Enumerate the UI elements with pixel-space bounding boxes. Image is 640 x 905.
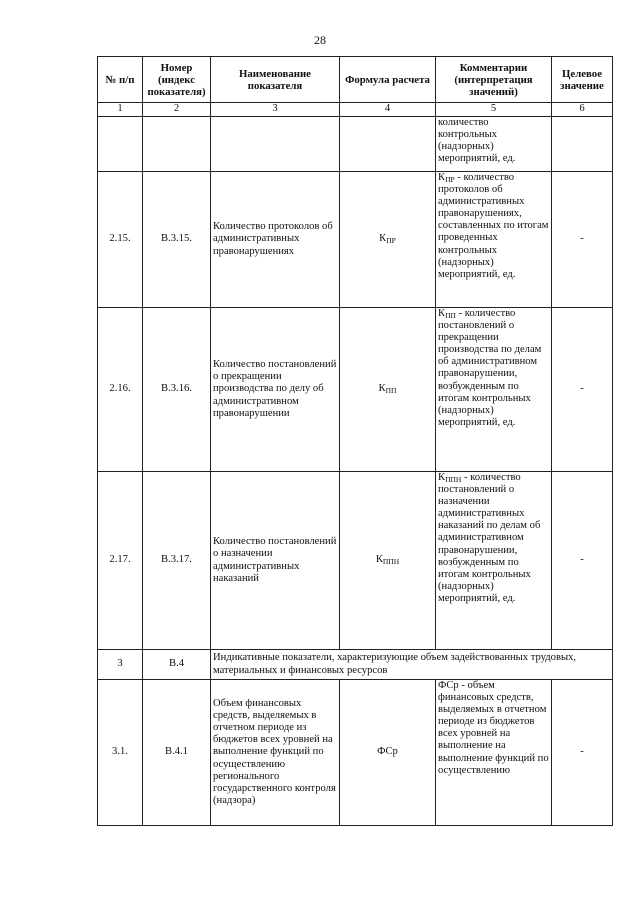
formula-cell xyxy=(340,308,436,472)
row-index: В.4.1 xyxy=(143,680,211,826)
comment-subscript: ППН xyxy=(445,475,462,484)
comment-text: - количество протоколов об административных правонарушениях, составленных по итогам проведенных контрольных (надзорных) мероприятий, ед. xyxy=(438,172,549,280)
indicators-table xyxy=(97,56,613,826)
row-number: 2.15. xyxy=(98,172,143,308)
column-number: 4 xyxy=(340,103,436,117)
table-row xyxy=(98,680,613,826)
table-header-row xyxy=(98,57,613,103)
column-number-row xyxy=(98,103,613,117)
column-number: 5 xyxy=(436,103,552,117)
header-name: Наименование показателя xyxy=(211,57,340,103)
header-comment: Комментарии (интерпретация значений) xyxy=(436,57,552,103)
target-value: - xyxy=(552,172,613,308)
indicator-name: Количество протоколов об административных правонарушениях xyxy=(211,172,340,308)
row-number: 2.16. xyxy=(98,308,143,472)
comment-subscript: ПР xyxy=(445,175,455,184)
comment-cell xyxy=(436,172,552,308)
comment-symbol: К xyxy=(438,172,446,183)
comment-text: - количество постановлений о назначении административных наказаний по делам об административном правонарушении, возбужденным по итогам контрольных (надзорных) мероприятий, ед. xyxy=(438,472,541,604)
row-index: В.3.17. xyxy=(143,472,211,650)
target-value: - xyxy=(552,680,613,826)
comment-cell xyxy=(436,472,552,650)
column-number: 3 xyxy=(211,103,340,117)
table-row xyxy=(98,117,613,172)
comment-cell xyxy=(436,308,552,472)
comment-symbol: К xyxy=(438,472,446,483)
column-number: 6 xyxy=(552,103,613,117)
header-target: Целевое значение xyxy=(552,57,613,103)
formula-cell xyxy=(340,472,436,650)
target-value: - xyxy=(552,308,613,472)
formula-base: К xyxy=(379,233,387,245)
comment-text: - количество постановлений о прекращении производства по делам об административном правонарушении, возбужденным по итогам контрольных (надзорных) мероприятий, ед. xyxy=(438,308,542,428)
comment-subscript: ПП xyxy=(445,311,456,320)
table-row xyxy=(98,172,613,308)
indicator-name: Объем финансовых средств, выделяемых в отчетном периоде из бюджетов всех уровней на выполнение функций по осуществлению регионального государственного контроля (надзора) xyxy=(211,680,340,826)
column-number: 2 xyxy=(143,103,211,117)
formula-subscript: ПР xyxy=(386,236,396,246)
comment-cell: ФСр - объем финансовых средств, выделяемых в отчетном периоде из бюджетов всех уровней на выполнение на выполнение функций по осуществлению xyxy=(436,680,552,826)
formula-cell: ФСр xyxy=(340,680,436,826)
comment-symbol: К xyxy=(438,308,446,319)
formula-base: К xyxy=(378,383,386,395)
header-index: Номер (индекс показателя) xyxy=(143,57,211,103)
row-index: В.3.15. xyxy=(143,172,211,308)
table-row xyxy=(98,308,613,472)
table-row xyxy=(98,472,613,650)
formula-subscript: ПП xyxy=(385,386,397,396)
comment-cell: количество контрольных (надзорных) мероприятий, ед. xyxy=(436,117,552,172)
row-index: В.4 xyxy=(143,650,211,680)
formula-base: К xyxy=(375,554,383,566)
section-row xyxy=(98,650,613,680)
page-number: 28 xyxy=(314,33,326,47)
row-index: В.3.16. xyxy=(143,308,211,472)
formula-cell xyxy=(340,172,436,308)
header-formula: Формула расчета xyxy=(340,57,436,103)
formula-subscript: ППН xyxy=(382,557,400,567)
row-number: 3.1. xyxy=(98,680,143,826)
column-number: 1 xyxy=(98,103,143,117)
row-number: 3 xyxy=(98,650,143,680)
section-title: Индикативные показатели, характеризующие объем задействованных трудовых, материальных и финансовых ресурсов xyxy=(211,650,613,680)
target-value: - xyxy=(552,472,613,650)
indicator-name: Количество постановлений о назначении административных наказаний xyxy=(211,472,340,650)
row-number: 2.17. xyxy=(98,472,143,650)
header-number: № п/п xyxy=(98,57,143,103)
indicator-name: Количество постановлений о прекращении производства по делу об административном правонарушении xyxy=(211,308,340,472)
